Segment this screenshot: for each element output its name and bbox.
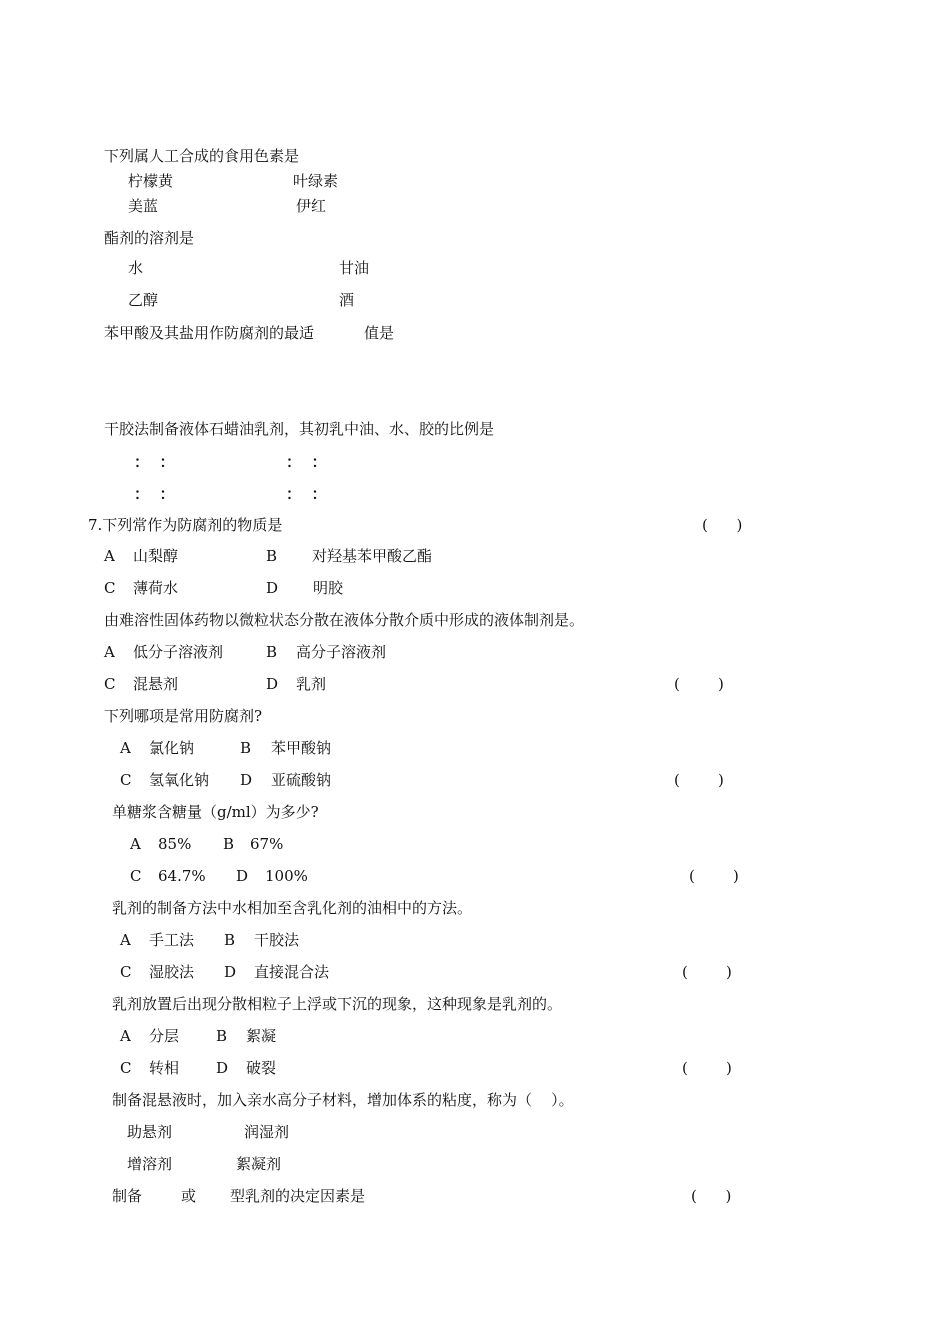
- option-text: 手工法: [149, 931, 195, 949]
- option-text: 薄荷水: [133, 579, 179, 597]
- option-text: 絮凝: [246, 1027, 277, 1045]
- option-text: 美蓝: [128, 197, 159, 215]
- ratio-option: ： ：: [134, 453, 175, 471]
- option-letter: D: [240, 771, 253, 789]
- answer-bracket: ( ): [674, 675, 724, 693]
- question-stem: 下列哪项是常用防腐剂?: [104, 707, 263, 725]
- option-text: 分层: [149, 1027, 180, 1045]
- option-letter: A: [120, 1027, 131, 1045]
- option-text: 苯甲酸钠: [271, 739, 332, 757]
- option-text: 甘油: [339, 259, 370, 277]
- question-stem: 干胶法制备液体石蜡油乳剂，其初乳中油、水、胶的比例是: [104, 420, 495, 438]
- option-letter: C: [120, 771, 132, 789]
- option-letter: A: [120, 739, 131, 757]
- question-stem: 乳剂的制备方法中水相加至含乳化剂的油相中的方法。: [112, 899, 473, 917]
- option-letter: A: [130, 835, 141, 853]
- option-letter: B: [216, 1027, 228, 1045]
- answer-bracket: ( ): [689, 867, 739, 885]
- option-text: 氯化钠: [149, 739, 195, 757]
- ratio-option: ： ：: [286, 485, 327, 503]
- option-text: 明胶: [313, 579, 344, 597]
- option-text: 64.7%: [158, 867, 206, 885]
- question-stem: 下列属人工合成的食用色素是: [104, 147, 300, 165]
- option-text: 高分子溶液剂: [296, 643, 387, 661]
- option-text: 伊红: [296, 197, 327, 215]
- option-letter: B: [240, 739, 252, 757]
- option-text: 对羟基苯甲酸乙酯: [312, 547, 433, 565]
- option-text: 低分子溶液剂: [133, 643, 224, 661]
- question-stem-mid: 或: [181, 1187, 197, 1205]
- question-stem: 酯剂的溶剂是: [104, 229, 195, 247]
- option-text: 100%: [265, 867, 308, 885]
- option-letter: D: [224, 963, 237, 981]
- option-letter: D: [216, 1059, 229, 1077]
- option-text: 干胶法: [254, 931, 300, 949]
- option-letter: C: [104, 579, 116, 597]
- option-letter: A: [104, 547, 115, 565]
- question-stem-tail: 型乳剂的决定因素是: [230, 1187, 366, 1205]
- option-letter: D: [266, 675, 279, 693]
- question-stem: 制备: [112, 1187, 143, 1205]
- option-text: 助悬剂: [127, 1123, 173, 1141]
- question-stem: 苯甲酸及其盐用作防腐剂的最适: [104, 324, 315, 342]
- question-stem: 7.下列常作为防腐剂的物质是: [88, 516, 283, 534]
- ratio-option: ： ：: [286, 453, 327, 471]
- answer-bracket: ( ): [691, 1187, 732, 1205]
- option-text: 絮凝剂: [236, 1155, 282, 1173]
- option-letter: A: [120, 931, 131, 949]
- option-letter: B: [266, 643, 278, 661]
- question-stem: 制备混悬液时，加入亲水高分子材料，增加体系的粘度，称为（ ）。: [112, 1091, 574, 1109]
- option-letter: C: [104, 675, 116, 693]
- option-letter: C: [120, 963, 132, 981]
- option-letter: D: [266, 579, 279, 597]
- option-text: 酒: [339, 291, 355, 309]
- option-letter: C: [130, 867, 142, 885]
- answer-bracket: ( ): [682, 963, 732, 981]
- option-text: 混悬剂: [133, 675, 179, 693]
- option-text: 破裂: [246, 1059, 277, 1077]
- option-letter: C: [120, 1059, 132, 1077]
- option-text: 柠檬黄: [128, 172, 174, 190]
- question-stem: 乳剂放置后出现分散相粒子上浮或下沉的现象，这种现象是乳剂的。: [112, 995, 563, 1013]
- option-text: 直接混合法: [254, 963, 330, 981]
- option-letter: A: [104, 643, 115, 661]
- option-letter: B: [266, 547, 278, 565]
- ratio-option: ： ：: [134, 485, 175, 503]
- option-text: 水: [128, 259, 144, 277]
- option-text: 氢氧化钠: [149, 771, 210, 789]
- option-text: 叶绿素: [293, 172, 339, 190]
- question-stem-tail: 值是: [364, 324, 395, 342]
- option-text: 润湿剂: [244, 1123, 290, 1141]
- option-text: 乙醇: [128, 291, 159, 309]
- option-text: 增溶剂: [127, 1155, 173, 1173]
- answer-bracket: ( ): [702, 516, 743, 534]
- answer-bracket: ( ): [674, 771, 724, 789]
- option-letter: B: [224, 931, 236, 949]
- option-letter: B: [223, 835, 235, 853]
- option-text: 转相: [149, 1059, 180, 1077]
- option-text: 亚硫酸钠: [271, 771, 332, 789]
- question-stem: 由难溶性固体药物以微粒状态分散在液体分散介质中形成的液体制剂是。: [104, 611, 585, 629]
- option-text: 山梨醇: [133, 547, 179, 565]
- option-text: 湿胶法: [149, 963, 195, 981]
- option-letter: D: [236, 867, 249, 885]
- option-text: 乳剂: [296, 675, 327, 693]
- question-stem: 单糖浆含糖量（g/ml）为多少?: [112, 803, 319, 821]
- option-text: 85%: [158, 835, 192, 853]
- answer-bracket: ( ): [682, 1059, 732, 1077]
- option-text: 67%: [250, 835, 284, 853]
